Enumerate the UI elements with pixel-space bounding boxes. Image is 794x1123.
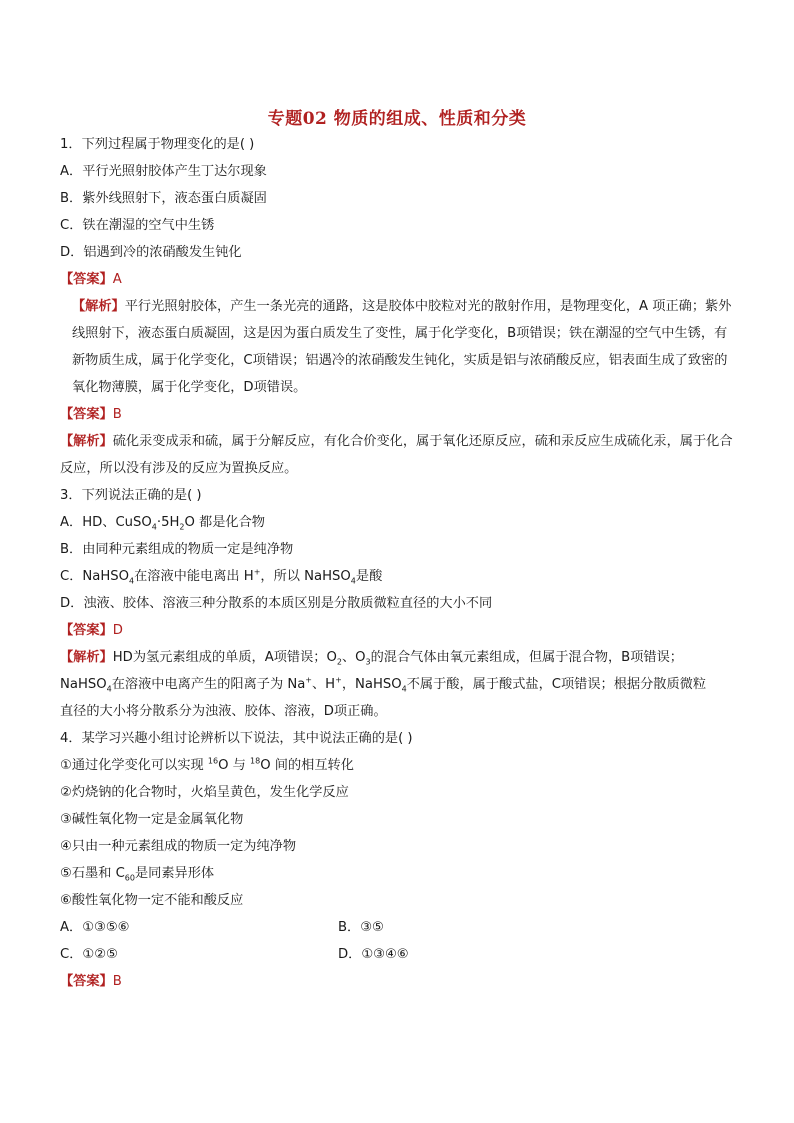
page-title: 专题02 物质的组成、性质和分类 xyxy=(267,109,527,129)
text: ，NaHSO xyxy=(341,677,402,692)
q1-stem: 1．下列过程属于物理变化的是( ) xyxy=(60,137,255,152)
text: 不属于酸，属于酸式盐，C项错误；根据分散质微粒 xyxy=(406,677,707,692)
analysis-line xyxy=(60,671,736,698)
q3-stem: 3．下列说法正确的是( ) xyxy=(60,488,202,503)
answer-value: B xyxy=(112,974,122,989)
q3-option-d: D．浊液、胶体、溶液三种分散系的本质区别是分散质微粒直径的大小不同 xyxy=(60,596,493,611)
answer-tag: 【答案】 xyxy=(60,974,113,989)
subscript: 4 xyxy=(129,576,135,586)
answer-value: A xyxy=(112,272,122,287)
q4-option-c: C．①②⑤ xyxy=(60,947,118,962)
analysis-line: 直径的大小将分散系分为浊液、胶体、溶液，D项正确。 xyxy=(60,704,387,719)
text: 是酸 xyxy=(355,569,383,584)
subscript: 4 xyxy=(106,684,112,694)
q4-option-d: D．①③④⑥ xyxy=(338,947,409,962)
q3-option-b: B．由同种元素组成的物质一定是纯净物 xyxy=(60,542,294,557)
analysis-tag: 【解析】 xyxy=(60,650,113,665)
subscript: 4 xyxy=(350,576,356,586)
q4-statement-2: ②灼烧钠的化合物时，火焰呈黄色，发生化学反应 xyxy=(60,785,349,800)
q4-options-row-1 xyxy=(60,914,736,941)
text: A．HD、CuSO xyxy=(60,515,152,530)
q1-analysis xyxy=(60,293,736,401)
q1-option-b: B．紫外线照射下，液态蛋白质凝固 xyxy=(60,191,267,206)
q1-answer xyxy=(60,266,736,293)
q4-statement-5 xyxy=(60,860,736,887)
analysis-text: 硫化汞变成汞和硫，属于分解反应，有化合价变化，属于氧化还原反应，硫和汞反应生成硫化汞，属于化合反应，所以没有涉及的反应为置换反应。 xyxy=(60,434,733,476)
q4-statement-3: ③碱性氧化物一定是金属氧化物 xyxy=(60,812,244,827)
subscript: 2 xyxy=(179,522,185,532)
subscript: 4 xyxy=(151,522,157,532)
q3-option-c xyxy=(60,563,736,590)
text: O 都是化合物 xyxy=(184,515,265,530)
answer-tag: 【答案】 xyxy=(60,407,113,422)
q4-statement-1 xyxy=(60,752,736,779)
text: HD为氢元素组成的单质，A项错误；O xyxy=(112,650,337,665)
text: 的混合气体由氧元素组成，但属于混合物，B项错误； xyxy=(370,650,683,665)
superscript: + xyxy=(305,675,312,685)
q3-analysis xyxy=(60,644,736,725)
text: ①通过化学变化可以实现 xyxy=(60,758,208,773)
text: 、H xyxy=(312,677,336,692)
q1-option-c: C．铁在潮湿的空气中生锈 xyxy=(60,218,215,233)
analysis-line xyxy=(60,644,736,671)
text: O 与 xyxy=(218,758,251,773)
answer-value: D xyxy=(112,623,123,638)
analysis-text: 平行光照射胶体，产生一条光亮的通路，这是胶体中胶粒对光的散射作用，是物理变化，A 项正确；紫外线照射下，液态蛋白质凝固，这是因为蛋白质发生了变性，属于化学变化，B项错误；铁在潮湿的空气中生锈，有新物质生成，属于化学变化，C项错误；铝遇冷的浓硝酸发生钝化，实质是铝与浓硝酸反应，铝表面生成了致密的氧化物薄膜，属于化学变化，D项错误。 xyxy=(72,299,732,395)
q4-options-row-2 xyxy=(60,941,736,968)
answer-tag: 【答案】 xyxy=(60,623,113,638)
q3-answer xyxy=(60,617,736,644)
analysis-tag: 【解析】 xyxy=(72,299,125,314)
q4-option-a: A．①③⑤⑥ xyxy=(60,920,130,935)
q2-answer xyxy=(60,401,736,428)
superscript: 16 xyxy=(207,756,219,766)
answer-value: B xyxy=(112,407,122,422)
text: ，所以 NaHSO xyxy=(260,569,351,584)
text: ·5H xyxy=(156,515,180,530)
analysis-tag: 【解析】 xyxy=(60,434,113,449)
superscript: + xyxy=(253,567,261,577)
text: ⑤石墨和 C xyxy=(60,866,125,881)
text: O 间的相互转化 xyxy=(260,758,354,773)
q1-option-d: D．铝遇到冷的浓硝酸发生钝化 xyxy=(60,245,242,260)
text: 在溶液中电离产生的阳离子为 Na xyxy=(111,677,306,692)
q4-stem: 4．某学习兴趣小组讨论辨析以下说法，其中说法正确的是( ) xyxy=(60,731,413,746)
answer-tag: 【答案】 xyxy=(60,272,113,287)
subscript: 2 xyxy=(336,657,342,667)
subscript: 60 xyxy=(124,873,135,883)
text: NaHSO xyxy=(60,677,107,692)
text: C．NaHSO xyxy=(60,569,130,584)
q1-option-a: A．平行光照射胶体产生丁达尔现象 xyxy=(60,164,267,179)
q2-analysis xyxy=(60,428,736,482)
superscript: 18 xyxy=(250,756,261,766)
q4-statement-4: ④只由一种元素组成的物质一定为纯净物 xyxy=(60,839,297,854)
q4-statement-6: ⑥酸性氧化物一定不能和酸反应 xyxy=(60,893,244,908)
content xyxy=(60,131,736,995)
text: 、O xyxy=(341,650,366,665)
subscript: 3 xyxy=(365,657,371,667)
superscript: + xyxy=(335,675,342,685)
q4-option-b: B．③⑤ xyxy=(338,920,384,935)
text: 在溶液中能电离出 H xyxy=(134,569,254,584)
q4-answer xyxy=(60,968,736,995)
q3-option-a xyxy=(60,509,736,536)
text: 是同素异形体 xyxy=(134,866,215,881)
subscript: 4 xyxy=(401,684,407,694)
